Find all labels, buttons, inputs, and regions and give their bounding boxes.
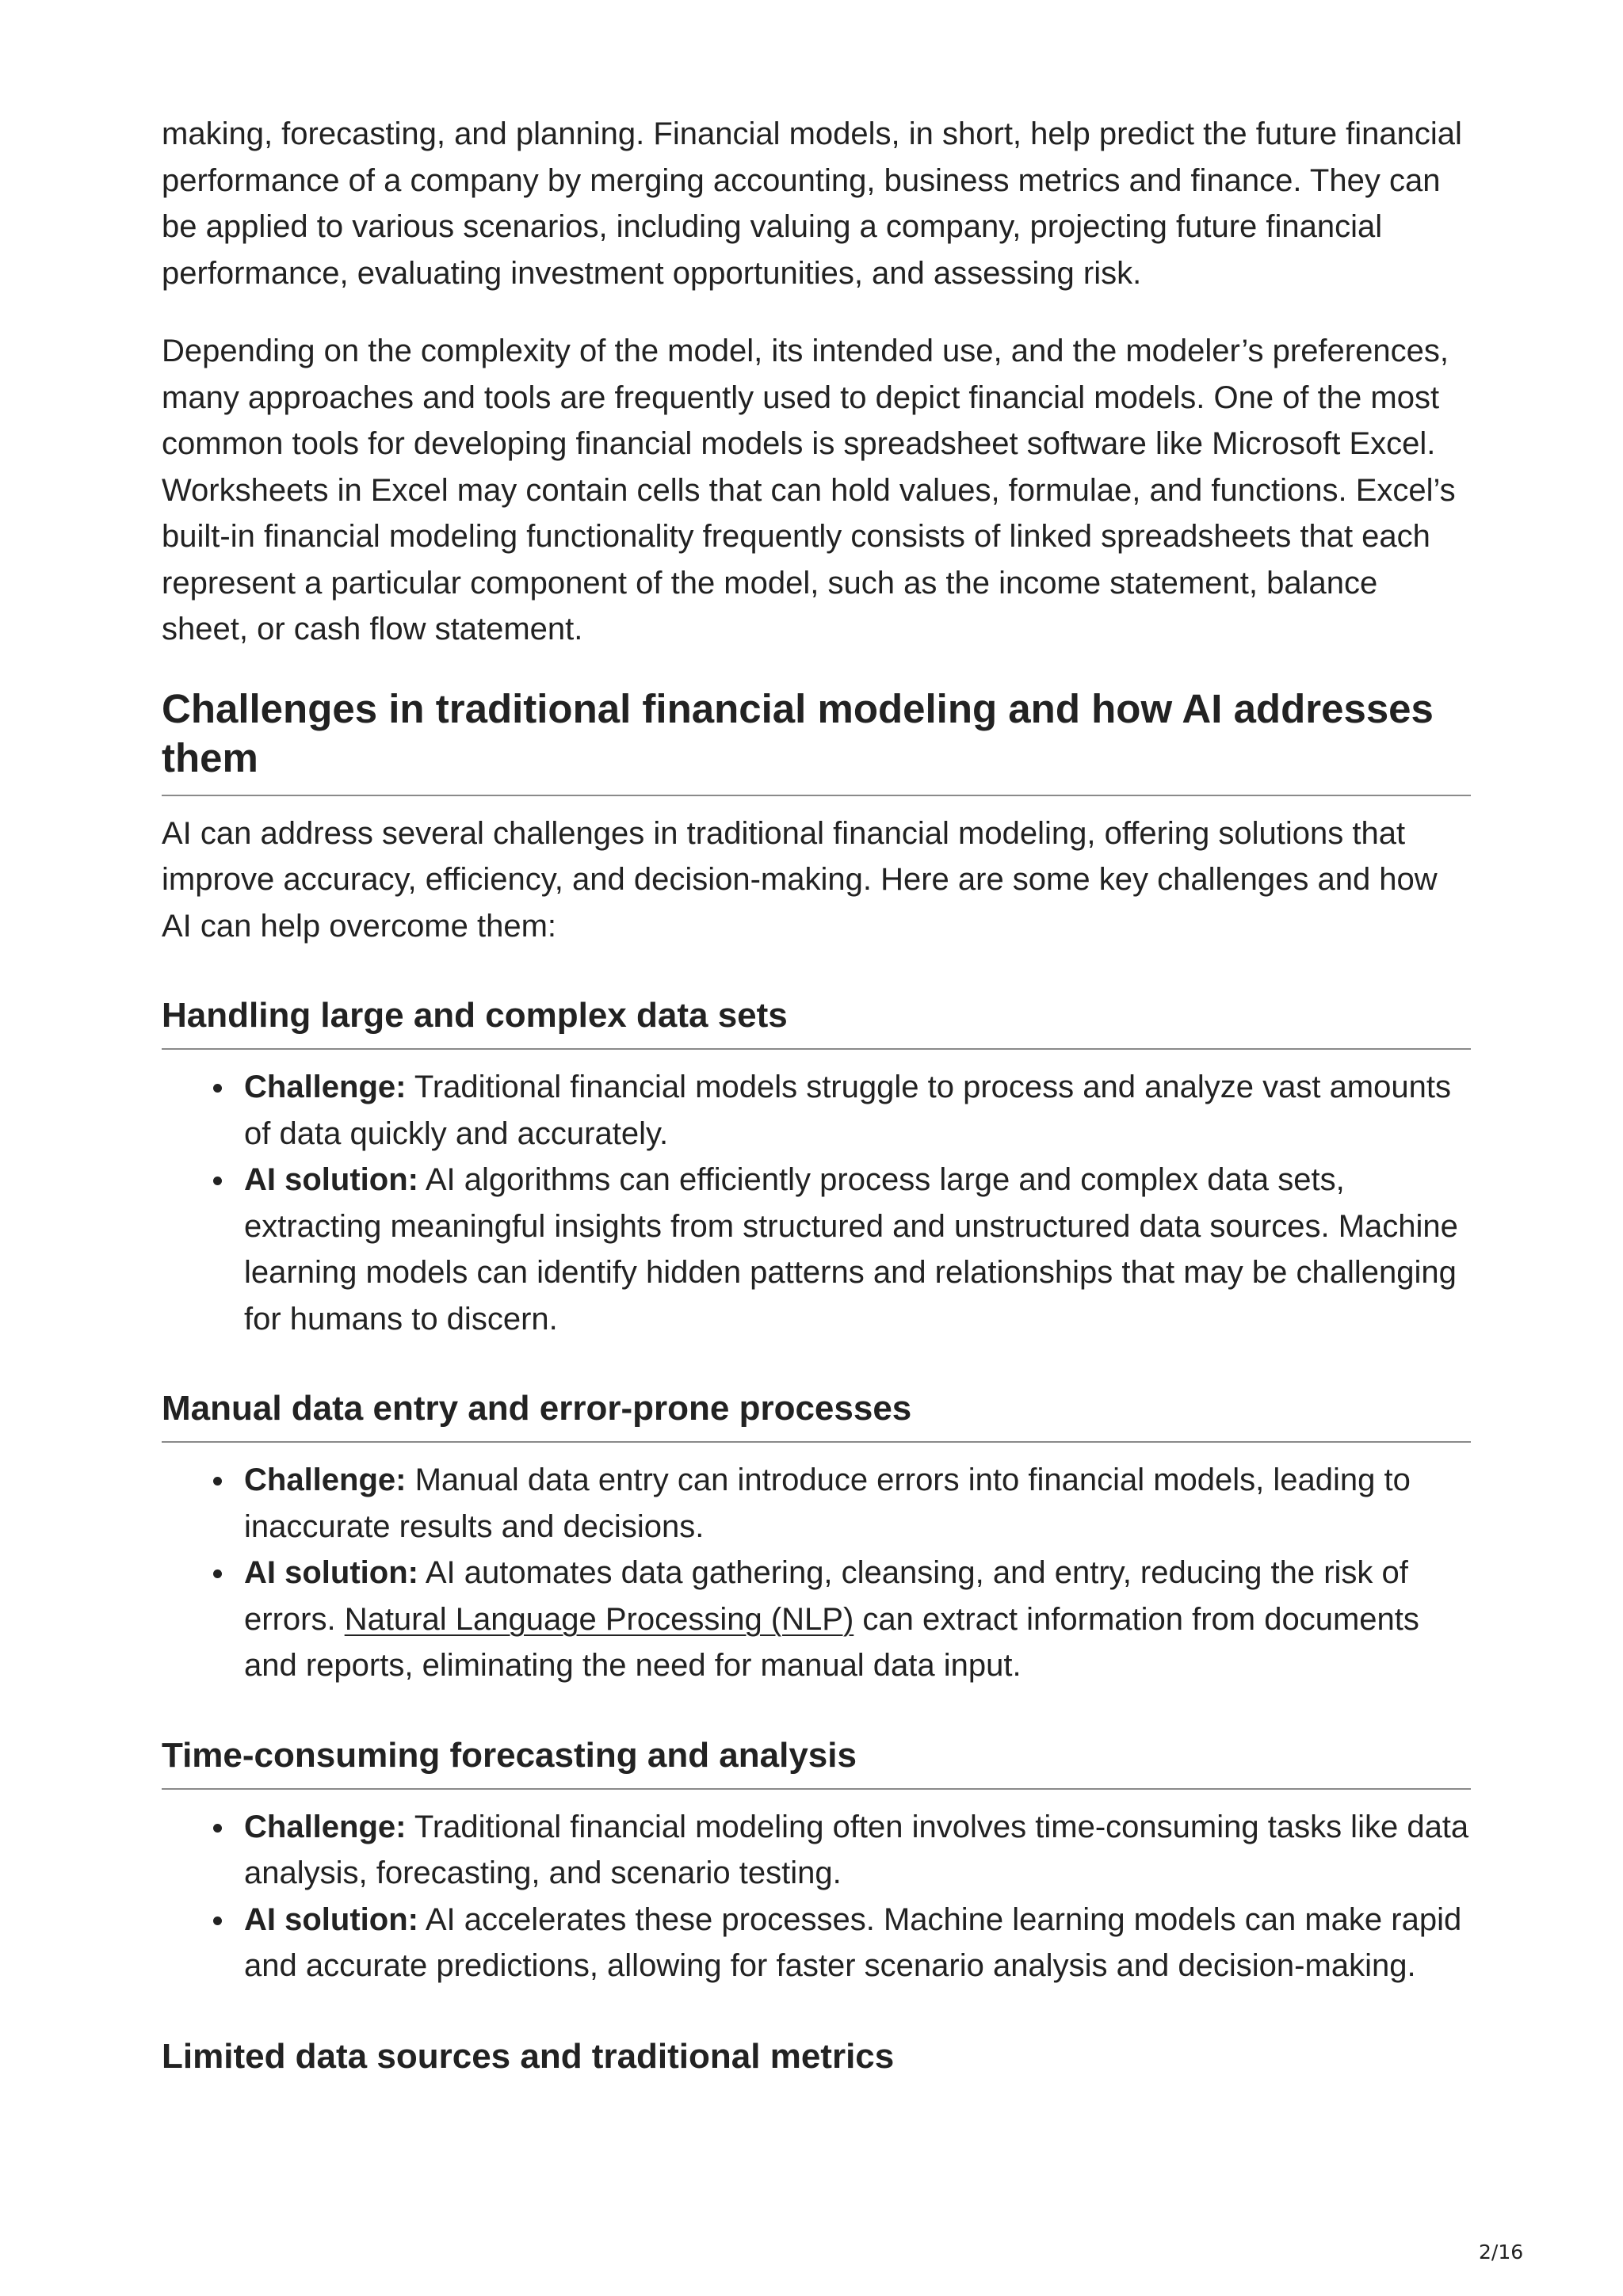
ai-solution-text-before-link: AI automates data gathering, cleansing, and entry, reducing the risk of errors. (244, 1555, 1408, 1637)
ai-solution-text-after-link: can extract information from documents and reports, eliminating the need for manual data input. (244, 1601, 1419, 1683)
ai-solution-label: AI solution: (244, 1162, 418, 1197)
list-item-ai-solution (244, 1550, 1471, 1689)
bullet-icon (213, 1177, 222, 1185)
bullet-icon (213, 1084, 222, 1093)
bullet-list-large-data (162, 1064, 1471, 1342)
bullet-icon (213, 1569, 222, 1578)
list-item-challenge (244, 1804, 1471, 1897)
page-number: 2/16 (1479, 2241, 1524, 2264)
intro-paragraph-continued: making, forecasting, and planning. Financial models, in short, help predict the future financial performance of a company by merging accounting, business metrics and finance. They can be applied to various scenarios, including valuing a company, projecting future financial performance, evaluating investment opportunities, and assessing risk. (162, 116, 1462, 291)
ai-solution-label: AI solution: (244, 1555, 418, 1590)
list-item-ai-solution (244, 1157, 1471, 1342)
list-item-challenge (244, 1457, 1471, 1550)
bullet-list-forecasting (162, 1804, 1471, 1989)
section-intro-paragraph: AI can address several challenges in traditional financial modeling, offering solutions that improve accuracy, efficiency, and decision-making. Here are some key challenges and how AI can help overcome them: (162, 815, 1438, 944)
tools-paragraph: Depending on the complexity of the model, its intended use, and the modeler’s preferences, many approaches and tools are frequently used to depict financial models. One of the most common tools for developing financial models is spreadsheet software like Microsoft Excel. Worksheets in Excel may contain cells that can hold values, formulae, and functions. Excel’s built-in financial modeling functionality frequently consists of linked spreadsheets that each represent a particular component of the model, such as the income statement, balance sheet, or cash flow statement. (162, 334, 1456, 646)
section-heading-challenges: Challenges in traditional financial modeling and how AI addresses them (162, 685, 1471, 796)
challenge-label: Challenge: (244, 1070, 407, 1104)
list-item-ai-solution (244, 1897, 1471, 1989)
article-content (162, 111, 1471, 2089)
challenge-text: Manual data entry can introduce errors into financial models, leading to inaccurate results and decisions. (244, 1463, 1411, 1544)
ai-solution-text: AI accelerates these processes. Machine learning models can make rapid and accurate predictions, allowing for faster scenario analysis and decision-making. (244, 1901, 1462, 1983)
subsection-heading-manual-entry: Manual data entry and error-prone processes (162, 1386, 1471, 1443)
nlp-link[interactable]: Natural Language Processing (NLP) (344, 1601, 854, 1637)
challenge-text: Traditional financial modeling often involves time-consuming tasks like data analysis, forecasting, and scenario testing. (244, 1809, 1469, 1890)
subsection-heading-large-data: Handling large and complex data sets (162, 993, 1471, 1050)
bullet-icon (213, 1917, 222, 1925)
ai-solution-label: AI solution: (244, 1901, 418, 1937)
list-item-challenge (244, 1064, 1471, 1157)
subsection-heading-limited-sources: Limited data sources and traditional metrics (162, 2036, 895, 2076)
subsection-heading-forecasting: Time-consuming forecasting and analysis (162, 1733, 1471, 1790)
challenge-text: Traditional financial models struggle to process and analyze vast amounts of data quickly and accurately. (244, 1070, 1451, 1151)
bullet-list-manual-entry (162, 1457, 1471, 1689)
bullet-icon (213, 1477, 222, 1486)
ai-solution-text: AI algorithms can efficiently process large and complex data sets, extracting meaningful insights from structured and unstructured data sources. Machine learning models can identify hidden patterns and relationships that may be challenging for humans to discern. (244, 1162, 1458, 1337)
challenge-label: Challenge: (244, 1463, 407, 1497)
challenge-label: Challenge: (244, 1809, 407, 1844)
bullet-icon (213, 1824, 222, 1833)
